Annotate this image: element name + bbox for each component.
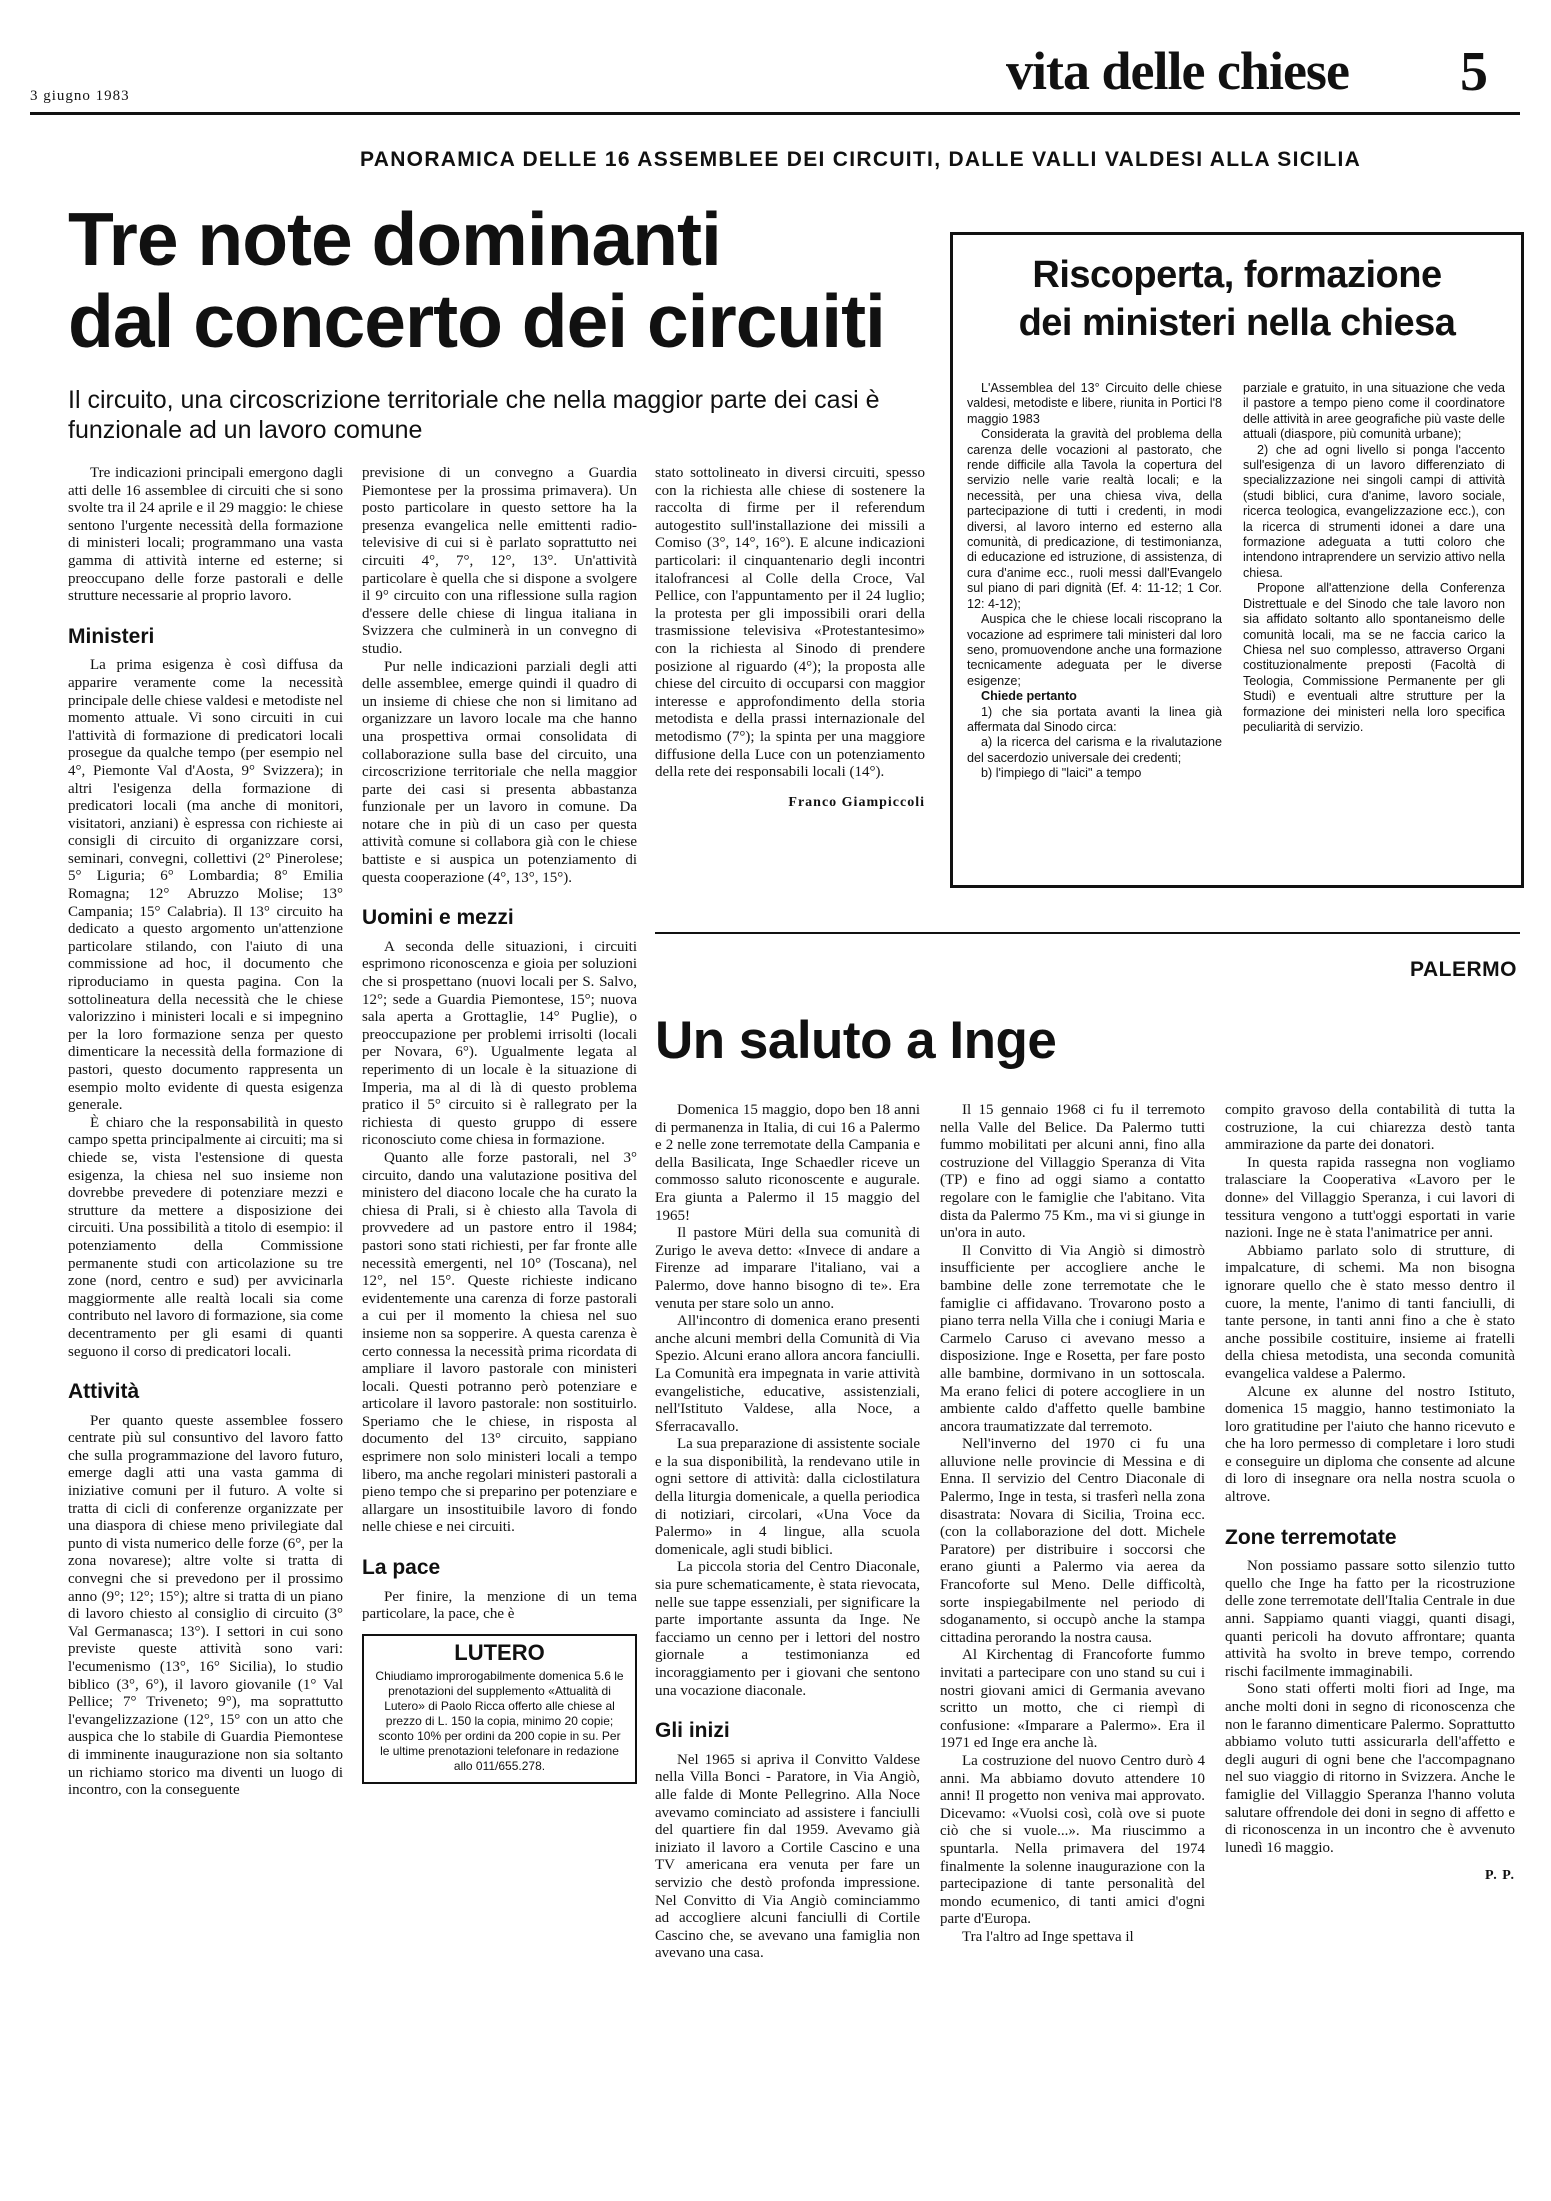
main-signature: Franco Giampiccoli <box>788 794 925 810</box>
box-considerata: Considerata la gravità del problema della carenza delle vocazioni al pastorato, che rende difficile alla Tavola la copertura del servizio nelle varie realtà locali; e la necessità, per una chiesa viva, della partecipazione di tutti i credenti, in modi diversi, al lavoro interno ed esterno alla comunità, di predicazione, di testimonianza, di educazione ed istruzione, di assistenza, di cura d'anime ecc., ruoli messi dall'Evangelo sul piano di pari dignità (Ef. 4: 11-12; 1 Cor. 12: 4-12); <box>967 427 1222 611</box>
inge-col3-paragraph-3: Abbiamo parlato solo di strutture, di impalcature, di schemi. Ma non bisogna ignorare quello che è stato messo dentro il cuore, la mente, l'animo di tanti fanciulli, di tante persone, in tanti anni fino a che è stato anche possibile costituire, insieme ai fratelli della chiesa metodista, una seconda comunità evangelica valdese a Palermo. <box>1225 1242 1515 1382</box>
inge-col3-paragraph-1: compito gravoso della contabilità di tutta la costruzione, la cui chiarezza destò tanta ammirazione da parte dei donatori. <box>1225 1102 1515 1154</box>
inge-col3-paragraph-4: Alcune ex alunne del nostro Istituto, domenica 15 maggio, hanno testimoniato la loro gratitudine per l'aiuto che hanno ricevuto e che ha loro permesso di completare i loro studi e conseguire un diploma che consente ad alcune di loro di insegnare ora nella nostra scuola o altrove. <box>1225 1383 1515 1506</box>
box-col2-paragraph-1: parziale e gratuito, in una situazione che veda il pastore a tempo pieno come il coordinatore delle attività in aree geografiche più vaste delle attuali (diaspore, più comunità urbane); <box>1243 381 1505 442</box>
box-column-2 <box>1243 381 1505 735</box>
main-title-line2: dal concerto dei circuiti <box>68 279 885 363</box>
header-rule <box>30 112 1520 115</box>
inge-column-2 <box>940 1102 1205 1947</box>
inge-col3-paragraph-6: Sono stati offerti molti fiori ad Inge, ma anche molti doni in segno di riconoscenza che non le faranno dimenticare Palermo. Soprattutto abbiamo voluto tutti assicurarla dell'affetto e degli auguri di ogni bene che l'accompagnano nel suo viaggio di ritorno in Svizzera. Anche le famiglie del Villaggio Speranza l'hanno voluta salutare offrendole dei doni in segno di affetto e di riconoscenza in un incontro che è avvenuto lunedì 16 maggio. <box>1225 1681 1515 1856</box>
intro-paragraph: Tre indicazioni principali emergono dagli atti delle 16 assemblee di circuiti che si sono svolte tra il 24 aprile e il 29 maggio: le chiese sentono l'urgente necessità della formazione di ministeri locali; programmano una vasta gamma di attività interne ed esterne; si preoccupano delle forze pastorali e delle strutture necessarie al proprio lavoro. <box>68 465 343 605</box>
box-point-1b: b) l'impiego di "laici" a tempo <box>981 766 1142 781</box>
main-title <box>68 198 885 362</box>
pace-paragraph: Per finire, la menzione di un tema particolare, la pace, che è <box>362 1588 637 1623</box>
standfirst: Il circuito, una circoscrizione territoriale che nella maggior parte dei casi è funzionale ad un lavoro comune <box>68 386 880 444</box>
inge-col2-paragraph-4: Al Kirchentag di Francoforte fummo invitati a partecipare con uno stand su cui i nostri giovani amici di Germania avevano scritto un motto, che ci riempì di confusione: «Imparare a Palermo». Era il 1971 ed Inge era anche là. <box>940 1647 1205 1752</box>
inge-col2-paragraph-3: Nell'inverno del 1970 ci fu una alluvione nelle provincie di Messina e di Enna. Il servizio del Centro Diaconale di Palermo, Inge in testa, si trasferì nella zona disastrata: Novara di Sicilia, Troina ecc. (con la collaborazione del dott. Michele Paratore) per distribuire i soccorsi che erano giunti a Palermo via aerea da Francoforte sul Meno. Delle difficoltà, sorte inspiegabilmente nel periodo di sdoganamento, si occupò anche la stampa cittadina perorando la nostra causa. <box>940 1436 1205 1646</box>
ministeri-paragraph-2: È chiaro che la responsabilità in questo campo spetta principalmente ai circuiti; ma si chiede se, vista l'estensione di questa esigenza, la chiesa nel suo insieme non dovrebbe prevedere di potenziare mezzi e strutture da mettere a disposizione dei circuiti. Una possibilità a titolo di esempio: il potenziamento della Commissione permanente studi con articolazione su tre zone (nord, centro e sud) per avvicinarla maggiormente alle realtà locali sia come contributo nel lavoro di formazione, sia come decentramento per gli esami di quanti seguono il corso di predicatori locali. <box>68 1114 343 1360</box>
palermo-label: PALERMO <box>1410 958 1517 981</box>
subhead-uomini: Uomini e mezzi <box>362 906 514 930</box>
inge-paragraph-2: Il pastore Müri della sua comunità di Zurigo le aveva detto: «Invece di andare a Firenze ad imparare l'italiano, vai a Palermo, dove hanno bisogno di te». Era venuta per stare solo un anno. <box>655 1225 920 1312</box>
box-title-line2: dei ministeri nella chiesa <box>1018 302 1456 344</box>
col3-paragraph-1: stato sottolineato in diversi circuiti, spesso con la richiesta alle chiese di sostenere la raccolta di firme per il referendum autogestito sull'installazione dei missili a Comiso (3°, 14°, 16°). E alcune indicazioni particolari: il cinquantenario degli incontri italofrancesi al Colle della Croce, Val Pellice, con l'appuntamento per il 24 luglio; la protesta per gli impossibili orari della trasmissione televisiva «Protestantesimo» con la richiesta al Sinodo di prendere posizione al riguardo (4°); la proposta alle chiese del circuito di occuparsi con maggior interesse e approfondimento della storia metodista e della prassi internazionale del metodismo (7°); la spinta per una maggiore diffusione della Luce con un potenziamento della rete dei responsabili locali (14°). <box>655 465 925 781</box>
kicker: PANORAMICA DELLE 16 ASSEMBLEE DEI CIRCUITI, DALLE VALLI VALDESI ALLA SICILIA <box>360 148 1362 171</box>
attivita-paragraph: Per quanto queste assemblee fossero centrate più sul consuntivo del lavoro fatto che sulla programmazione del lavoro futuro, emerge dagli atti una vasta gamma di iniziative comuni per il futuro. A volte si tratta di cicli di conferenze organizzate per una diaspora di chiese meno privilegiate dal punto di vista numerico delle forze (6°, per la zona novarese); altre volte si tratta di convegni che si prevedono per il prossimo anno (9°; 12°; 15°); altre si tratta di un piano di lavoro chiesto al consiglio di circuito (3° Val Germanasca; 13°). I settori in cui sono previste queste attività sono vari: l'ecumenismo (13°, 16° Sicilia), lo studio biblico (3°, 6°), il lavoro giovanile (1° Val Pellice; 7° Triveneto; 9°), ma soprattutto l'evangelizzazione (12°, 15° con un atto che auspica che lo stabile di Guardia Piemontese di imminente inaugurazione non sia soltanto un richiamo storico ma diventi un luogo di incontro, con la conseguente <box>68 1412 343 1799</box>
issue-date: 3 giugno 1983 <box>30 88 130 104</box>
inge-paragraph-5: La piccola storia del Centro Diaconale, sia pure schematicamente, è stata rievocata, nelle sue tappe essenziali, per significare la parte importante assunta da Inge. Ne facciamo un cenno per i lettori del nostro giornale a testimonianza ed incoraggiamento per i giovani che sentono una vocazione diaconale. <box>655 1559 920 1699</box>
inge-paragraph-3: All'incontro di domenica erano presenti anche alcuni membri della Comunità di Via Spezio. Alcuni erano allora ancora fanciulli. La Comunità era impegnata in varie attività evangelistiche, educative, assistenziali, nell'Istituto Valdese, alla Noce, a Sferracavallo. <box>655 1313 920 1435</box>
inge-paragraph-1: Domenica 15 maggio, dopo ben 18 anni di permanenza in Italia, di cui 16 a Palermo e 2 nelle zone terremotate della Campania e della Basilicata, Inge Schaedler riceve un commosso saluto riconoscente e augurale. Era giunta a Palermo il 15 maggio del 1965! <box>655 1102 920 1224</box>
lutero-text: Chiudiamo improrogabilmente domenica 5.6 le prenotazioni del supplemento «Attualità di Lutero» di Paolo Ricca offerto alle chiese al prezzo di L. 150 la copia, minimo 20 copie; sconto 10% per ordini da 200 copie in su. Per le ultime prenotazioni telefonare in redazione allo 011/655.278. <box>375 1669 624 1774</box>
uomini-paragraph-1: A seconda delle situazioni, i circuiti esprimono riconoscenza e gioia per soluzioni che si prospettano (nuovi locali per S. Salvo, 12°; sede a Guardia Piemontese, 15°; nuova sala aperta a Grottaglie, 14° Puglie), o preoccupazione per problemi irrisolti (locali per Novara, 6°). Ugualmente legata al reperimento di un locale è la situazione di Imperia, ma al di là di questo problema pratico il 5° circuito si è rallegrato per la richiesta di questo gruppo di essere riconosciuto come chiesa in formazione. <box>362 938 637 1149</box>
subhead-inizi: Gli inizi <box>655 1719 730 1743</box>
inge-paragraph-6: Nel 1965 si apriva il Convitto Valdese nella Villa Bonci - Paratore, in Via Angiò, alle falde di Monte Pellegrino. Alla Noce avevamo cominciato ad assistere i fanciulli del quartiere fin dal 1959. Avevamo già iniziato il lavoro a Cortile Cascino e una TV americana era venuta per fare un servizio che destò profonda impressione. Nel Convitto di Via Angiò cominciammo ad accogliere alcuni fanciulli di Cortile Cascino che, se avevano una famiglia non avevano una casa. <box>655 1751 920 1962</box>
box-column-1 <box>967 381 1222 782</box>
uomini-paragraph-2: Quanto alle forze pastorali, nel 3° circuito, dando una valutazione positiva del ministero del diacono locale che ha curato la chiesa di Prali, si è chiesto alla Tavola di provvedere ad un pastore entro il 1984; pastori sono stati richiesti, per far fronte alle necessità emergenti, nel 10° (Toscana), nel 12°, nel 15°. Queste richieste indicano evidentemente una carenza di forze pastorali a cui per il momento la chiesa nel suo insieme non sa sopperire. A questa carenza è certo connessa la necessità prima ricordata di ampliare il lavoro pastorale con ministeri locali. Questi potranno però potenziare e articolare il lavoro pastorale: non sostituirlo. Speriamo che le chiese, in risposta al documento del 13° circuito, sappiano esprimere non solo ministeri locali a tempo libero, ma anche regolari ministeri pastorali a pieno tempo che si preparino per potenziare e allargare un insostituibile lavoro di fondo nelle chiese e nei circuiti. <box>362 1149 637 1536</box>
box-intro: L'Assemblea del 13° Circuito delle chiese valdesi, metodiste e libere, riunita in Portici l'8 maggio 1983 <box>967 381 1222 426</box>
subhead-zone: Zone terremotate <box>1225 1525 1397 1549</box>
main-title-line1: Tre note dominanti <box>68 197 721 281</box>
inge-col2-paragraph-2: Il Convitto di Via Angiò si dimostrò insufficiente per accogliere anche le bambine delle zone terremotate che le famiglie ci affidavano. Trovarono posto a piano terra nella Villa che i coniugi Maria e Carmelo Caruso ci avevano messo a disposizione. Inge e Rosetta, per fare posto alle bambine, dormivano in un sottoscala. Ma erano felici di potere accogliere in un ambiente caldo d'affetto quelle bambine ancora traumatizzate dal terremoto. <box>940 1242 1205 1435</box>
box-auspica: Auspica che le chiese locali riscoprano la vocazione ad esprimere tali ministeri dal loro seno, promuovendone anche una formazione tecnicamente adeguata per le diverse esigenze; <box>967 612 1222 688</box>
inge-col2-paragraph-1: Il 15 gennaio 1968 ci fu il terremoto nella Valle del Belice. Da Palermo tutti fummo mobilitati per alcuni anni, fino alla costruzione del Villaggio Speranza di Vita (TP) e fino ad oggi siamo a contatto regolare con le famiglie che l'abitano. Vita dista da Palermo 75 Km., ma vi si giunge in un'ora in auto. <box>940 1102 1205 1242</box>
main-column-2 <box>362 465 637 1784</box>
inge-col3-paragraph-5: Non possiamo passare sotto silenzio tutto quello che Inge ha fatto per la ricostruzione delle zone terremotate dell'Italia Centrale in due anni. Sappiamo quanti viaggi, quanti disagi, quanti pericoli ha dovuto affrontare; quanta attività ha svolto in breve tempo, correndo rischi facilmente immaginabili. <box>1225 1558 1515 1680</box>
inge-col2-paragraph-6: Tra l'altro ad Inge spettava il <box>962 1928 1134 1945</box>
subhead-attivita: Attività <box>68 1380 140 1404</box>
lutero-notice <box>362 1634 637 1785</box>
inge-col2-paragraph-5: La costruzione del nuovo Centro durò 4 anni. Ma abbiamo dovuto attendere 10 anni! Il progetto non veniva mai approvato. Dicevamo: «Vuolsi così, colà ove si puote ciò che si vuole...». Ma riuscimmo a spuntarla. Nella primavera del 1974 finalmente la solenne inaugurazione con la partecipazione di tante personalità del mondo ecumenico, di tanti amici d'ogni parte d'Europa. <box>940 1752 1205 1928</box>
subhead-ministeri: Ministeri <box>68 624 155 648</box>
box-point-2: 2) che ad ogni livello si ponga l'accento sull'esigenza di un lavoro differenziato di specializzazione nei singoli campi di attività (studi biblici, cura d'anime, lavoro sociale, ricerca teologica, evangelizzazione ecc.), con la ricerca di strumenti idonei a dare una formazione adeguata a tutti coloro che intendono intraprendere un servizio attivo nella chiesa. <box>1243 442 1505 580</box>
box-point-1: 1) che sia portata avanti la linea già affermata dal Sinodo circa: <box>967 704 1222 734</box>
document-box <box>950 232 1524 888</box>
palermo-rule <box>655 932 1520 934</box>
col2-paragraph-2: Pur nelle indicazioni parziali degli atti delle assemblee, emerge quindi il quadro di un insieme di chiese che non si limitano ad organizzare un lavoro locale ma che hanno una prospettiva ormai consolidata di collaborazione sulla base del circuito, una circoscrizione territoriale che nella maggior parte dei casi si presenta abbastanza funzionale per un lavoro in comune. Da notare che in più di un caso per questa attività comune si collabora già con le chiese battiste e si auspica un potenziamento di questa cooperazione (4°, 13°, 15°). <box>362 658 637 886</box>
main-column-3 <box>655 465 925 811</box>
main-column-1 <box>68 465 343 1800</box>
page-number: 5 <box>1460 41 1488 103</box>
inge-title: Un saluto a Inge <box>655 1011 1057 1070</box>
box-chiede: Chiede pertanto <box>981 689 1077 704</box>
ministeri-paragraph-1: La prima esigenza è così diffusa da apparire veramente come la necessità principale delle chiese valdesi e metodiste nel momento attuale. Vi sono circuiti in cui l'attività di formazione di predicatori locali prosegue da qualche tempo (per esempio nel 4°, Piemonte Val d'Aosta, 9° Svizzera); in altri l'esigenza della formazione di predicatori locali (ma anche di monitori, visitatori, anziani) è espressa con richieste ai consigli di circuito di organizzare corsi, seminari, convegni, collettivi (2° Pinerolese; 5° Liguria; 6° Lombardia; 8° Emilia Romagna; 12° Abruzzo Molise; 13° Campania; 15° Calabria). Il 13° circuito ha dedicato a questo argomento un'attenzione particolare stilando, con l'aiuto di una commissione ad hoc, il documento che riproduciamo in questa pagina. Con la sottolineatura della necessità che le chiese valorizzino i ministeri locali e si impegnino per la loro formazione senza per questo dimenticare la necessità della formazione di pastori, questo documento rappresenta un esempio molto evidente di questa esigenza generale. <box>68 657 343 1114</box>
col2-paragraph-1: previsione di un convegno a Guardia Piemontese per la prossima primavera). Un posto particolare in questo settore ha la presenza evangelica nelle emittenti radio-televisive di cui si è parlato soprattutto nei circuiti 4°, 7°, 12°, 13°. Un'attività particolare è quella che si dispone a svolgere il 9° circuito con una riflessione sulla ragion d'essere delle chiese di lingua italiana in Svizzera che culminerà in un convegno di studio. <box>362 465 637 657</box>
section-title: vita delle chiese <box>1006 41 1349 101</box>
lutero-title: LUTERO <box>454 1639 545 1665</box>
inge-column-1 <box>655 1102 920 1963</box>
box-point-1a: a) la ricerca del carisma e la rivalutazione del sacerdozio universale dei credenti; <box>967 735 1222 765</box>
inge-column-3 <box>1225 1102 1515 1885</box>
inge-paragraph-4: La sua preparazione di assistente sociale e la sua disponibilità, la rendevano utile in ogni settore di attività: dalla ciclostilatura della liturgia domenicale, a quella periodica di notiziari, circolari, «Una Voce da Palermo» in 4 lingue, alla scuola domenicale, agli studi biblici. <box>655 1436 920 1558</box>
inge-col3-paragraph-2: In questa rapida rassegna non vogliamo tralasciare la Cooperativa «Lavoro per le donne» del Villaggio Speranza, i cui lavori di tessitura vengono a tutt'oggi esportati in varie nazioni. Inge ne è stata l'animatrice per anni. <box>1225 1154 1515 1242</box>
subhead-pace: La pace <box>362 1556 441 1580</box>
box-propone: Propone all'attenzione della Conferenza Distrettuale e del Sinodo che tale lavoro non sia affidato soltanto allo spontaneismo delle comunità locali, ma se ne faccia carico la Chiesa nel suo complesso, attraverso Organi costituzionalmente preposti (Facoltà di Teologia, Commissione Permanente per gli Studi) e eventuali altre strutture per la formazione dei ministeri nella loro specifica peculiarità di servizio. <box>1243 581 1505 734</box>
inge-signature: P. P. <box>1484 1868 1515 1884</box>
box-title <box>965 251 1509 347</box>
box-title-line1: Riscoperta, formazione <box>1032 254 1442 296</box>
